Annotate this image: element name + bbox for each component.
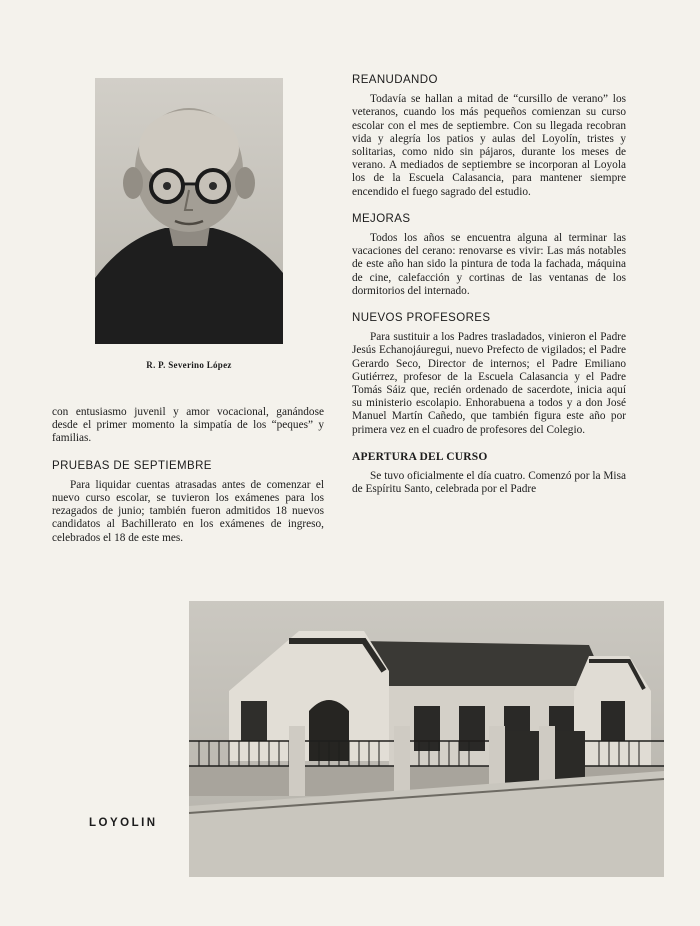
portrait-caption: R. P. Severino López xyxy=(146,360,232,370)
section-text-mejoras: Todos los años se encuentra alguna al terminar las vacaciones del cerano: renovarse es vivir: Las más notables de este año han sido la pintura de toda la fachada, máquina de cine, calefacción y cortinas de las ventanas de los dormitorios del internado. xyxy=(352,232,626,297)
continuation-text: con entusiasmo juvenil y amor vocacional, ganándose desde el primer momento la simpatía de los “peques” y familias. xyxy=(52,406,324,445)
portrait-icon xyxy=(95,78,283,344)
section-heading-apertura: APERTURA DEL CURSO xyxy=(352,450,488,463)
footer-label: LOYOLIN xyxy=(89,817,158,829)
section-heading-nuevos-profesores: NUEVOS PROFESORES xyxy=(352,312,491,325)
right-column xyxy=(352,74,626,496)
section-text-nuevos-profesores: Para sustituir a los Padres trasladados, vinieron el Padre Jesús Echanojáuregui, nuevo Prefecto de vigilados; el Padre Gerardo Seco, Director de internos; el Padre Emiliano Gutiérrez, profesor de la Escuela Calasancia y el Padre Tomás Sáiz que, recién ordenado de sacerdote, inicia aquí su ministerio escolapio. Enhorabuena a todos y a don José Manuel Martín Cañedo, que también figura este año por primera vez en el cuadro de profesores del Colegio. xyxy=(352,331,626,436)
building-photo xyxy=(189,601,664,877)
section-text-apertura: Se tuvo oficialmente el día cuatro. Comenzó por la Misa de Espíritu Santo, celebrada por el Padre xyxy=(352,470,626,496)
left-column xyxy=(52,406,324,545)
section-text-reanudando: Todavía se hallan a mitad de “cursillo de verano” los veteranos, cuando los más pequeños comienzan su curso escolar con el mes de septiembre. Con su llegada recobran vida y alegría los patios y aulas del Loyolín, tristes y solitarias, como nido sin pájaros, durante los meses de verano. A mediados de septiembre se incorporan al Loyola los de la Escuela Calasancia, para mantener siempre encendido el fuego sagrado del estudio. xyxy=(352,93,626,198)
building-icon xyxy=(189,601,664,877)
section-heading-mejoras: MEJORAS xyxy=(352,212,411,225)
section-text-pruebas: Para liquidar cuentas atrasadas antes de comenzar el nuevo curso escolar, se tuvieron los exámenes para los rezagados de junio; también fueron admitidos 18 nuevos candidatos al Bachillerato en los exámenes de ingreso, celebrados el 18 de este mes. xyxy=(52,478,324,544)
section-heading-pruebas: PRUEBAS DE SEPTIEMBRE xyxy=(52,459,212,472)
section-heading-reanudando: REANUDANDO xyxy=(352,74,438,86)
portrait-photo xyxy=(95,78,283,344)
